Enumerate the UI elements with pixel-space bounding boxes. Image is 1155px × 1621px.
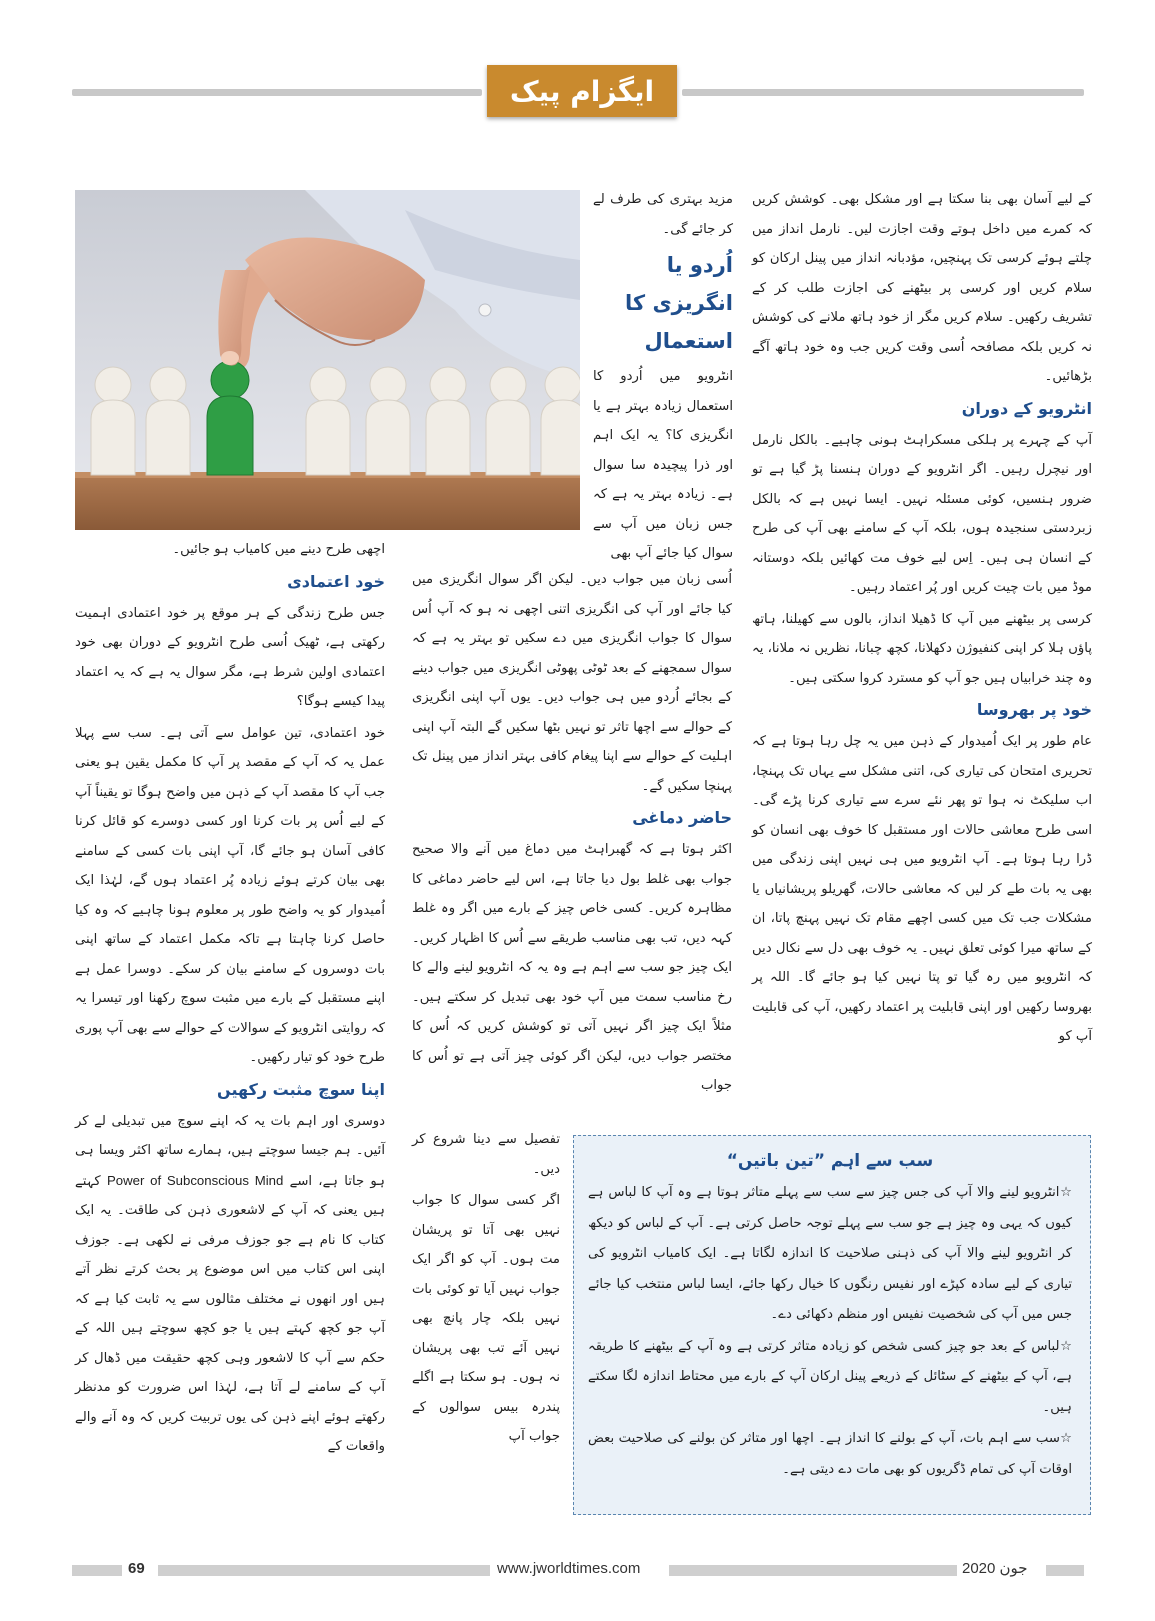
- footer-rule-left: [72, 1565, 122, 1576]
- column-right: [752, 185, 1092, 1054]
- paragraph: تفصیل سے دینا شروع کر دیں۔: [412, 1132, 560, 1177]
- subheading-urdu-or-english: اُردو یا انگریزی کا استعمال: [625, 253, 733, 353]
- paragraph: اچھی طرح دینے میں کامیاب ہو جائیں۔: [172, 542, 385, 557]
- subheading-during-interview: انٹرویو کے دوران: [961, 398, 1092, 418]
- box-point: ☆لباس کے بعد جو چیز کسی شخص کو زیادہ متاثر کرتی ہے وہ آپ کے بیٹھنے کا طریقہ ہے، آپ کے بیٹھنے کے سٹائل کے ذریعے پینل ارکان آپ کے بارے میں محتاط اندازہ لگا سکتے ہیں۔: [588, 1338, 1072, 1415]
- column-middle-top: [593, 185, 733, 571]
- paragraph: خود اعتمادی، تین عوامل سے آتی ہے۔ سب سے پہلا عمل یہ کہ آپ کے مقصد پر آپ کا مکمل یقین ہو یعنی جب آپ کا مقصد آپ کے ذہن میں واضح ہوگا تو یقیناً آپ کے لیے اُس پر بات کرنا اور کسی دوسرے کو قائل کرنا کافی آسان ہو جائے گا، آپ اپنی بات کسی کے سامنے بھی بیان کرتے ہوئے زیادہ پُر اعتماد ہوں گے، لہٰذا ایک اُمیدوار کو یہ واضح طور پر معلوم ہونا چاہیے کہ وہ کیا حاصل کرنا چاہتا ہے تاکہ مکمل اعتماد کے ساتھ اپنی بات دوسروں کے سامنے بیان کر سکے۔ دوسرا عمل ہے اپنے مستقبل کے بارے میں مثبت سوچ رکھنا اور تیسرا یہ کہ روایتی انٹرویو کے سوالات کے حوالے سے بھی آپ پوری طرح خود کو تیار رکھیں۔: [75, 725, 385, 1065]
- paragraph: کرسی پر بیٹھنے میں آپ کا ڈھیلا انداز، بالوں سے کھیلنا، ہاتھ پاؤں ہلا کر اپنی کنفیوژن دکھلانا، کچھ چبانا، نظریں نہ ملانا، یہ وہ چند خرابیاں ہیں جو آپ کو مسترد کروا سکتی ہیں۔: [752, 611, 1092, 686]
- paragraph: انٹرویو میں اُردو کا استعمال زیادہ بہتر ہے یا انگریزی کا؟ یہ ایک اہم اور ذرا پیچیدہ سا سوال ہے۔ زیادہ بہتر یہ ہے کہ جس زبان میں آپ سے سوال کیا جائے آپ بھی: [593, 369, 733, 561]
- subheading-self-confidence: خود اعتمادی: [287, 571, 385, 591]
- column-middle-bottom: [412, 1125, 560, 1454]
- column-left: [75, 535, 385, 1464]
- subheading-presence-of-mind: حاضر دماغی: [632, 808, 732, 827]
- paragraph: کے لیے آسان بھی بنا سکتا ہے اور مشکل بھی۔ کوشش کریں کہ کمرے میں داخل ہوتے وقت اجازت لیں۔ نارمل انداز میں چلتے ہوئے کرسی تک پہنچیں، مؤدبانہ انداز میں پینل ارکان کو سلام کریں اور کرسی پر بیٹھنے کی اجازت طلب کر کے تشریف رکھیں۔ سلام کریں مگر از خود ہاتھ ملانے کی کوشش نہ کریں بلکہ مصافحہ اُسی وقت کریں جب وہ خود ہاتھ آگے بڑھائیں۔: [752, 192, 1092, 384]
- paragraph: اگر کسی سوال کا جواب نہیں بھی آتا تو پریشان مت ہوں۔ آپ کو اگر ایک جواب نہیں آیا تو کوئی بات نہیں بلکہ چار پانچ بھی نہیں آئے تب بھی پریشان نہ ہوں۔ ہو سکتا ہے اگلے پندرہ بیس سوالوں کے جواب آپ: [412, 1193, 560, 1444]
- header-rule-right: [682, 89, 1084, 96]
- paragraph: جس طرح زندگی کے ہر موقع پر خود اعتمادی اہمیت رکھتی ہے، ٹھیک اُسی طرح انٹرویو کے دوران بھی خود اعتمادی اولین شرط ہے، مگر سوال یہ ہے کہ یہ اعتماد پیدا کیسے ہوگا؟: [75, 605, 385, 709]
- paragraph: مزید بہتری کی طرف لے کر جائے گی۔: [593, 192, 733, 237]
- issue-date: جون 2020: [962, 1560, 1028, 1577]
- three-key-points-box: [573, 1135, 1091, 1515]
- website-url: www.jworldtimes.com: [497, 1560, 641, 1577]
- box-title: سب سے اہم ”تین باتیں“: [726, 1151, 934, 1171]
- box-point: ☆انٹرویو لینے والا آپ کی جس چیز سے سب سے پہلے متاثر ہوتا ہے وہ آپ کا لباس ہے کیوں کہ یہی وہ چیز ہے جو سب سے پہلے توجہ حاصل کرتی ہے۔ آپ کے لباس کو دیکھ کر انٹرویو لینے والا آپ کی ذہنی صلاحیت کا اندازہ لگاتا ہے۔ ایک کامیاب انٹرویو کی تیاری کے لیے سادہ کپڑے اور نفیس رنگوں کا خیال رکھا جائے، ایسا لباس منتخب کیا جائے جس میں آپ کی شخصیت نفیس اور منظم دکھائی دے۔: [588, 1185, 1072, 1322]
- paragraph: [75, 1107, 385, 1462]
- page-number: 69: [128, 1560, 145, 1577]
- paragraph: آپ کے چہرے پر ہلکی مسکراہٹ ہونی چاہیے۔ بالکل نارمل اور نیچرل رہیں۔ اگر انٹرویو کے دوران ہنسنا پڑ گیا ہے تو ضرور ہنسیں، کوئی مسئلہ نہیں۔ ایسا نہیں ہے کہ بالکل زبردستی سنجیدہ ہوں، بلکہ آپ کے سامنے بھی آپ کی طرح کے انسان ہی ہیں۔ اِس لیے خوف مت کھائیں بلکہ دوستانہ موڈ میں بات چیت کریں اور پُر اعتماد رہیں۔: [752, 432, 1092, 595]
- box-point: ☆سب سے اہم بات، آپ کے بولنے کا انداز ہے۔ اچھا اور متاثر کن بولنے کی صلاحیت بعض اوقات آپ کی تمام ڈگریوں کو بھی مات دے دیتی ہے۔: [588, 1431, 1072, 1477]
- english-book-title: Power of Subconscious Mind: [107, 1172, 284, 1188]
- hand-picking-figure-photo: [75, 190, 580, 530]
- footer-rule-middle-left: [158, 1565, 490, 1576]
- footer-rule-middle-right: [669, 1565, 957, 1576]
- paragraph: اُسی زبان میں جواب دیں۔ لیکن اگر سوال انگریزی میں کیا جائے اور آپ کی انگریزی اتنی اچھی نہ ہو کہ آپ اُس سوال کا جواب انگریزی میں دے سکیں تو بہتر یہ ہے کہ سوال سمجھنے کے بعد ٹوٹی پھوٹی انگریزی میں جواب دینے کے بجائے اُردو میں ہی جواب دیں۔ یوں آپ اپنی انگریزی کے حوالے سے اچھا تاثر تو نہیں بٹھا سکیں گے البتہ آپ اپنی اہلیت کے حوالے سے اپنا پیغام کافی بہتر انداز میں پینل تک پہنچا سکیں گے۔: [412, 572, 732, 794]
- footer-rule-right: [1046, 1565, 1084, 1576]
- header-rule-left: [72, 89, 482, 96]
- paragraph: اکثر ہوتا ہے کہ گھبراہٹ میں دماغ میں آنے والا صحیح جواب بھی غلط بول دیا جاتا ہے، اس لیے حاضر دماغی کا مظاہرہ کریں۔ کسی خاص چیز کے بارے میں اگر وہ غلط کہہ دیں، تب بھی مناسب طریقے سے اُس کا اظہار کریں۔ ایک چیز جو سب سے اہم ہے وہ یہ کہ انٹرویو لینے والے کا رخ مناسب سمت میں آپ خود بھی تبدیل کر سکتے ہیں۔ مثلاً ایک چیز اگر نہیں آتی تو کوشش کریں کہ اُس کا مختصر جواب دیں، لیکن اگر کوئی چیز آتی ہے تو اُس کا جواب: [412, 842, 732, 1093]
- section-title-badge: ایگزام پیک: [487, 65, 677, 117]
- paragraph-text: کہتے ہیں یعنی کہ آپ کے لاشعوری ذہن کی طاقت۔ یہ ایک کتاب کا نام ہے جو جوزف مرفی نے لکھی ہے۔ جوزف اپنی اس کتاب میں اس موضوع پر بحث کرتے نظر آتے ہیں اور انھوں نے مختلف مثالوں سے یہ ثابت کیا ہے کہ آپ جو کچھ کہتے ہیں یا جو کچھ سوچتے ہیں اللہ کے حکم سے آپ کا لاشعور وہی کچھ حقیقت میں ڈھال کر آپ کے سامنے لے آتا ہے، لہٰذا اس ضرورت کو مدنظر رکھتے ہوئے اپنے ذہن کی یوں تربیت کریں کہ وہ آنے والے واقعات کے: [75, 1173, 385, 1454]
- paragraph-text: دوسری اور اہم بات یہ کہ اپنے سوچ میں تبدیلی لے کر آئیں۔ ہم جیسا سوچتے ہیں، ہمارے ساتھ اکثر ویسا ہی ہو جاتا ہے، اسے: [75, 1113, 385, 1189]
- paragraph: عام طور پر ایک اُمیدوار کے ذہن میں یہ چل رہا ہوتا ہے کہ تحریری امتحان کی تیاری کی، اتنی مشکل سے یہاں تک پہنچا، اب سلیکٹ نہ ہوا تو پھر نئے سرے سے تیاری کرنا پڑے گی۔ اسی طرح معاشی حالات اور مستقبل کا خوف بھی انسان کو ڈرا رہا ہوتا ہے۔ آپ انٹرویو میں ہی نہیں اپنی زندگی میں بھی یہ بات طے کر لیں کہ معاشی حالات، گھریلو پریشانیاں یا مشکلات جب تک میں کسی اچھے مقام تک نہیں پہنچ پاتا، ان کے ساتھ میرا کوئی تعلق نہیں۔ یہ خوف بھی دل سے نکال دیں کہ انٹرویو میں رہ گیا تو پتا نہیں کیا ہو جائے گا۔ اللہ پر بھروسا رکھیں اور اپنی قابلیت پر اعتماد رکھیں، آپ کی قابلیت آپ کو: [752, 734, 1092, 1044]
- column-middle: [412, 565, 732, 1103]
- subheading-positive-thinking: اپنا سوچ مثبت رکھیں: [217, 1079, 385, 1099]
- subheading-self-trust: خود پر بھروسا: [976, 700, 1092, 719]
